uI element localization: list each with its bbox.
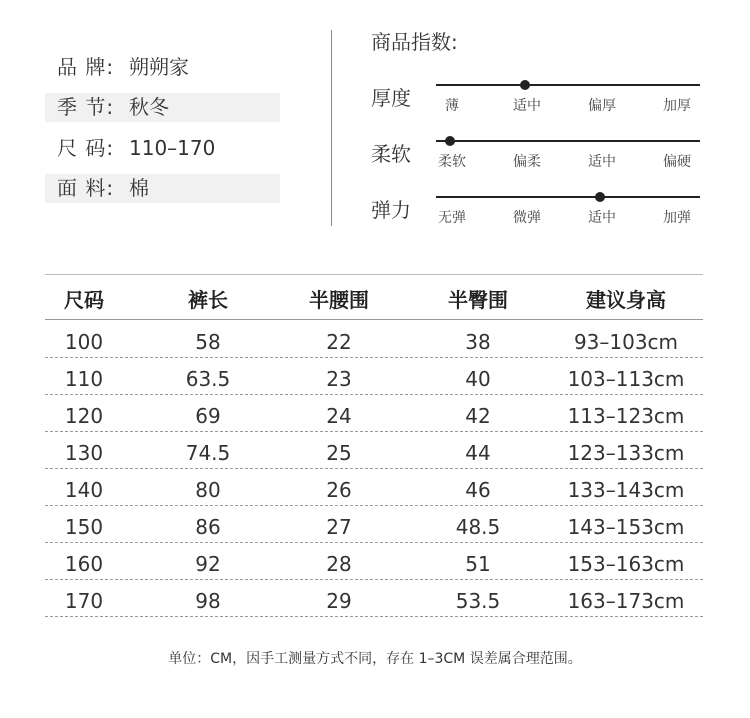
scale-option: 适中 — [588, 210, 616, 226]
table-cell: 92 — [195, 552, 221, 576]
table-cell: 44 — [465, 441, 491, 465]
scale-dot-elasticity — [595, 192, 605, 202]
scale-name-elasticity: 弹力 — [371, 198, 411, 222]
scale-line-elasticity — [436, 196, 700, 198]
size-cell: 110 — [64, 367, 104, 391]
scale-option: 加厚 — [663, 98, 691, 114]
footnote: 单位：CM，因手工测量方式不同，存在 1–3CM 误差属合理范围。 — [168, 651, 582, 667]
table-cell: 69 — [195, 404, 221, 428]
scale-option: 微弹 — [513, 210, 541, 226]
table-cell: 53.5 — [455, 589, 501, 613]
scale-dot-softness — [445, 136, 455, 146]
scale-option: 偏柔 — [513, 154, 541, 170]
table-cell: 26 — [326, 478, 352, 502]
table-cell: 27 — [326, 515, 352, 539]
table-header-border — [45, 319, 703, 320]
table-cell: 23 — [326, 367, 352, 391]
row-separator — [45, 431, 703, 432]
size-cell: 150 — [64, 515, 104, 539]
row-separator — [45, 357, 703, 358]
table-cell: 51 — [465, 552, 491, 576]
scale-dot-thickness — [520, 80, 530, 90]
table-cell: 133–143cm — [567, 478, 685, 502]
table-header-cell: 裤长 — [188, 288, 228, 312]
table-cell: 29 — [326, 589, 352, 613]
row-separator — [45, 542, 703, 543]
row-separator — [45, 505, 703, 506]
table-header-cell: 半腰围 — [309, 288, 369, 312]
scale-option: 薄 — [445, 98, 459, 114]
vertical-divider — [331, 30, 332, 226]
scale-option: 无弹 — [438, 210, 466, 226]
table-cell: 123–133cm — [567, 441, 685, 465]
table-cell: 42 — [465, 404, 491, 428]
info-row-size — [45, 134, 280, 163]
scale-name-softness: 柔软 — [371, 142, 411, 166]
info-label: 面 料: — [57, 176, 115, 200]
scale-option: 偏硬 — [663, 154, 691, 170]
table-cell: 24 — [326, 404, 352, 428]
info-row-season — [45, 93, 280, 122]
table-header-cell: 半臀围 — [448, 288, 508, 312]
table-cell: 63.5 — [185, 367, 231, 391]
table-cell: 103–113cm — [567, 367, 685, 391]
row-separator — [45, 468, 703, 469]
table-top-border — [45, 274, 703, 275]
info-row-brand — [45, 53, 280, 82]
table-cell: 86 — [195, 515, 221, 539]
row-separator — [45, 394, 703, 395]
table-cell: 22 — [326, 330, 352, 354]
table-cell: 25 — [326, 441, 352, 465]
info-label: 季 节: — [57, 95, 115, 119]
scale-option: 柔软 — [438, 154, 466, 170]
table-cell: 38 — [465, 330, 491, 354]
info-label: 品 牌: — [57, 55, 115, 79]
info-value: 110–170 — [129, 136, 216, 160]
size-cell: 160 — [64, 552, 104, 576]
table-cell: 143–153cm — [567, 515, 685, 539]
table-header-cell: 尺码 — [64, 288, 104, 312]
scale-option: 加弹 — [663, 210, 691, 226]
table-cell: 58 — [195, 330, 221, 354]
size-cell: 140 — [64, 478, 104, 502]
info-value: 朔朔家 — [129, 55, 189, 79]
size-cell: 100 — [64, 330, 104, 354]
info-label: 尺 码: — [57, 136, 115, 160]
table-cell: 46 — [465, 478, 491, 502]
table-header-cell: 建议身高 — [586, 288, 666, 312]
row-separator — [45, 616, 703, 617]
table-cell: 48.5 — [455, 515, 501, 539]
scale-option: 适中 — [513, 98, 541, 114]
table-cell: 98 — [195, 589, 221, 613]
table-cell: 93–103cm — [573, 330, 679, 354]
scale-line-softness — [436, 140, 700, 142]
info-value: 棉 — [129, 176, 149, 200]
info-value: 秋冬 — [129, 95, 169, 119]
table-cell: 80 — [195, 478, 221, 502]
scale-option: 适中 — [588, 154, 616, 170]
table-cell: 163–173cm — [567, 589, 685, 613]
info-row-fabric — [45, 174, 280, 203]
index-title: 商品指数: — [371, 30, 458, 54]
table-cell: 113–123cm — [567, 404, 685, 428]
row-separator — [45, 579, 703, 580]
size-cell: 130 — [64, 441, 104, 465]
size-cell: 120 — [64, 404, 104, 428]
size-cell: 170 — [64, 589, 104, 613]
table-cell: 28 — [326, 552, 352, 576]
table-cell: 74.5 — [185, 441, 231, 465]
table-cell: 153–163cm — [567, 552, 685, 576]
scale-option: 偏厚 — [588, 98, 616, 114]
table-cell: 40 — [465, 367, 491, 391]
scale-name-thickness: 厚度 — [371, 86, 411, 110]
scale-line-thickness — [436, 84, 700, 86]
